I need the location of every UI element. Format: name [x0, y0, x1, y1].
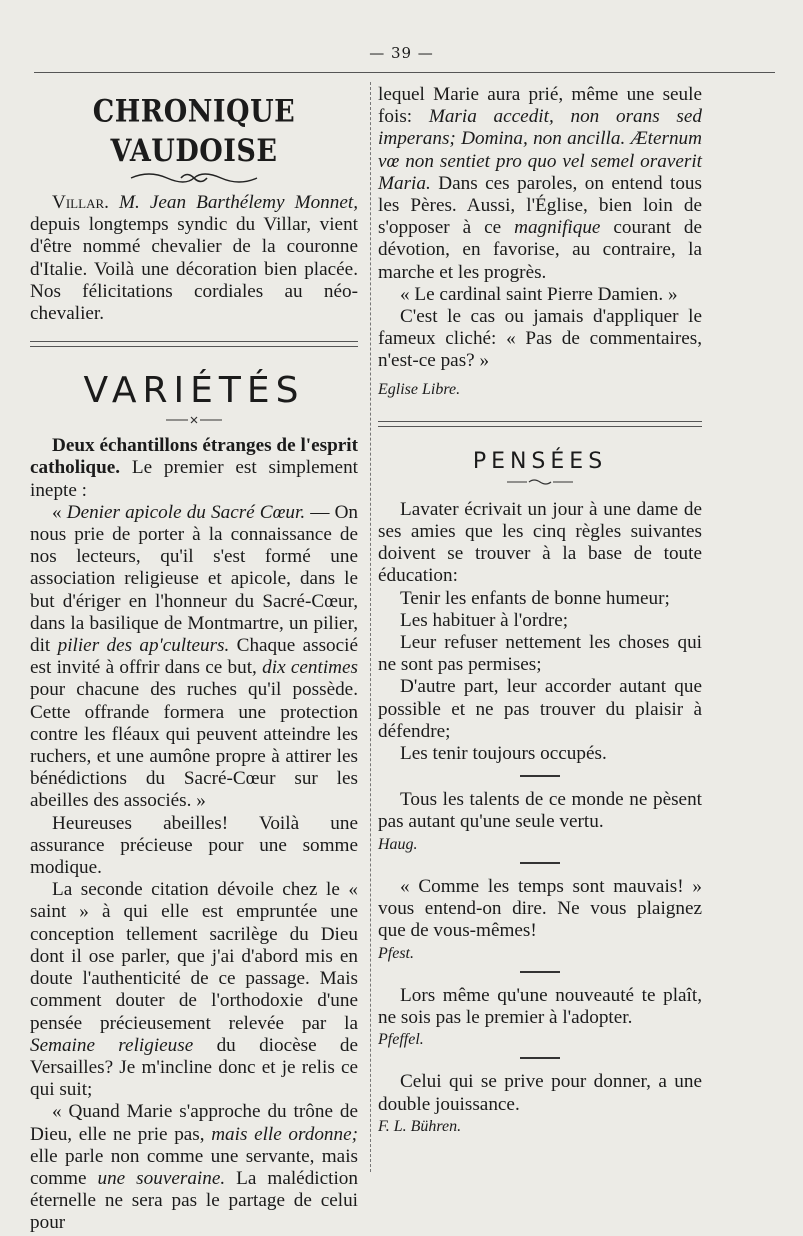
chronique-title: CHRONIQUE VAUDOISE: [92, 94, 296, 169]
para3-italic: Semaine religieuse: [30, 1034, 194, 1056]
varietes-paragraph-2: Heureuses abeilles! Voilà une assurance précieuse pour une somme modique.: [30, 812, 358, 879]
varietes-title: VARIÉTÉS: [83, 370, 305, 412]
quote1-body-b: Chaque associé est invité à offrir dans ce but,: [30, 635, 358, 679]
varietes-intro: [30, 435, 358, 502]
column-divider: [370, 82, 371, 1172]
section-divider-right: [378, 421, 702, 427]
pensees-rule: D'autre part, leur accorder autant que possible et ne pas trouver du plaisir à défendre;: [378, 676, 702, 742]
pensees-rule: Les tenir toujours occupés.: [400, 743, 607, 765]
dash-separator: [520, 862, 560, 864]
chronique-paragraph: [30, 192, 358, 325]
source-signature: Eglise Libre.: [378, 380, 461, 398]
varietes-paragraph-3: [30, 879, 358, 1101]
para4-c: La malédiction éternelle ne sera pas le partage de celui pour: [30, 1167, 358, 1234]
para4-a: « Quand Marie s'approche du trône de Dieu, elle ne prie pas,: [30, 1101, 358, 1145]
thought-3-author: Pfeffel.: [378, 1031, 424, 1049]
page-number: — 39 —: [369, 44, 434, 62]
left-column: [30, 84, 358, 1235]
pensees-rule: Leur refuser nettement les choses qui ne sont pas permises;: [378, 632, 702, 676]
para4-italic-2: une souveraine.: [97, 1167, 226, 1189]
quote1-paragraph: [30, 502, 358, 813]
thought-3: Lors même qu'une nouveauté te plaît, ne sois pas le premier à l'adopter.: [378, 984, 702, 1028]
pensees-rule: Tenir les enfants de bonne humeur;: [400, 587, 670, 609]
flourish-ornament-icon: [129, 170, 259, 186]
thought-2-author: Pfest.: [378, 944, 414, 962]
right-column: [378, 84, 702, 1138]
para4-b: elle parle non comme une servante, mais comme: [30, 1145, 358, 1189]
quote1-body-c: pour chacune des ruches qu'il possède. Cette offrande formera une protection contre les fléaux qui peuvent atteindre les ruchers, et une aumône propre à attirer les bénédictions du Sacré-Cœur sur les abeilles des associés. »: [30, 679, 358, 812]
pensees-title: PENSÉES: [472, 448, 608, 474]
thought-4: Celui qui se prive pour donner, a une double jouissance.: [378, 1071, 702, 1115]
para3-b: du diocèse de Versailles? Je m'incline donc et je relis ce qui suit;: [30, 1034, 359, 1101]
thought-1-author: Haug.: [378, 835, 418, 853]
dash-separator: [520, 971, 560, 973]
quote-open: «: [52, 501, 67, 523]
section-divider: [30, 341, 358, 347]
varietes-subtitle: Deux échantillons étranges de l'esprit catholique.: [30, 435, 358, 479]
top-rule: [34, 72, 775, 73]
quote1-italic-pilier: pilier des ap'culteurs.: [57, 635, 230, 657]
para3-a: La seconde citation dévoile chez le « saint » à qui elle est empruntée une conception tellement sacrilège du Dieu dont il ose parler, que j'ai d'abord mis en doute l'authenticité de ce passage. Mais comment douter de l'orthodoxie d'une pensée précieusement relevée par la: [30, 879, 358, 1034]
cont-c: courant de dévotion, en favorise, au contraire, la marche et les progrès.: [378, 217, 702, 283]
varietes-continuation: [378, 84, 702, 284]
pensees-rule: Les habituer à l'ordre;: [400, 609, 569, 631]
chronique-place: Villar.: [52, 192, 109, 213]
attribution: « Le cardinal saint Pierre Damien. »: [400, 283, 678, 305]
pensees-intro: Lavater écrivait un jour à une dame de ses amies que les cinq règles suivantes doivent se trouver à la base de toute éducation:: [378, 498, 702, 587]
cont-b: Dans ces paroles, on entend tous les Pères. Aussi, l'Église, bien loin de s'opposer à ce: [378, 172, 702, 239]
small-ornament-icon: [164, 415, 224, 425]
dash-separator: [520, 1057, 560, 1059]
varietes-paragraph-4: [30, 1101, 358, 1234]
cont-italic: magnifique: [514, 217, 601, 239]
varietes-subtitle-rest: Le premier est simplement inepte :: [30, 457, 358, 501]
small-ornament-icon: [505, 477, 575, 487]
cont-a: lequel Marie aura prié, même une seule fois:: [378, 84, 702, 128]
thought-1: Tous les talents de ce monde ne pèsent pas autant qu'une seule vertu.: [378, 789, 702, 833]
thought-4-author: F. L. Bühren.: [378, 1117, 462, 1135]
quote1-italic-dix: dix centimes: [262, 657, 358, 679]
chronique-name: M. Jean Barthélemy Monnet,: [119, 192, 359, 213]
dash-separator: [520, 775, 560, 777]
quote1-body-a: — On nous prie de porter à la connaissance de nos lecteurs, qu'il s'est formé une association religieuse et apicole, dans le but d'ériger en l'honneur du Sacré-Cœur, dans la basilique de Montmartre, un pilier, dit: [30, 501, 359, 657]
chronique-body: depuis longtemps syndic du Villar, vient d'être nommé chevalier de la couronne d'Italie. Voilà une décoration bien placée. Nos félicitations cordiales au néo-chevalier.: [30, 214, 358, 325]
closing-paragraph: C'est le cas ou jamais d'appliquer le fameux cliché: « Pas de commentaires, n'est-ce pas? »: [378, 306, 702, 372]
quote1-title: Denier apicole du Sacré Cœur.: [66, 501, 306, 523]
thought-2: « Comme les temps sont mauvais! » vous entend-on dire. Ne vous plaignez que de vous-mêmes!: [378, 875, 702, 942]
para4-italic-1: mais elle ordonne;: [211, 1123, 359, 1145]
latin-quote: Maria accedit, non orans sed imperans; Domina, non ancilla. Æternum vœ non sentiet pro quo vel semel oraverit Maria.: [378, 106, 702, 194]
